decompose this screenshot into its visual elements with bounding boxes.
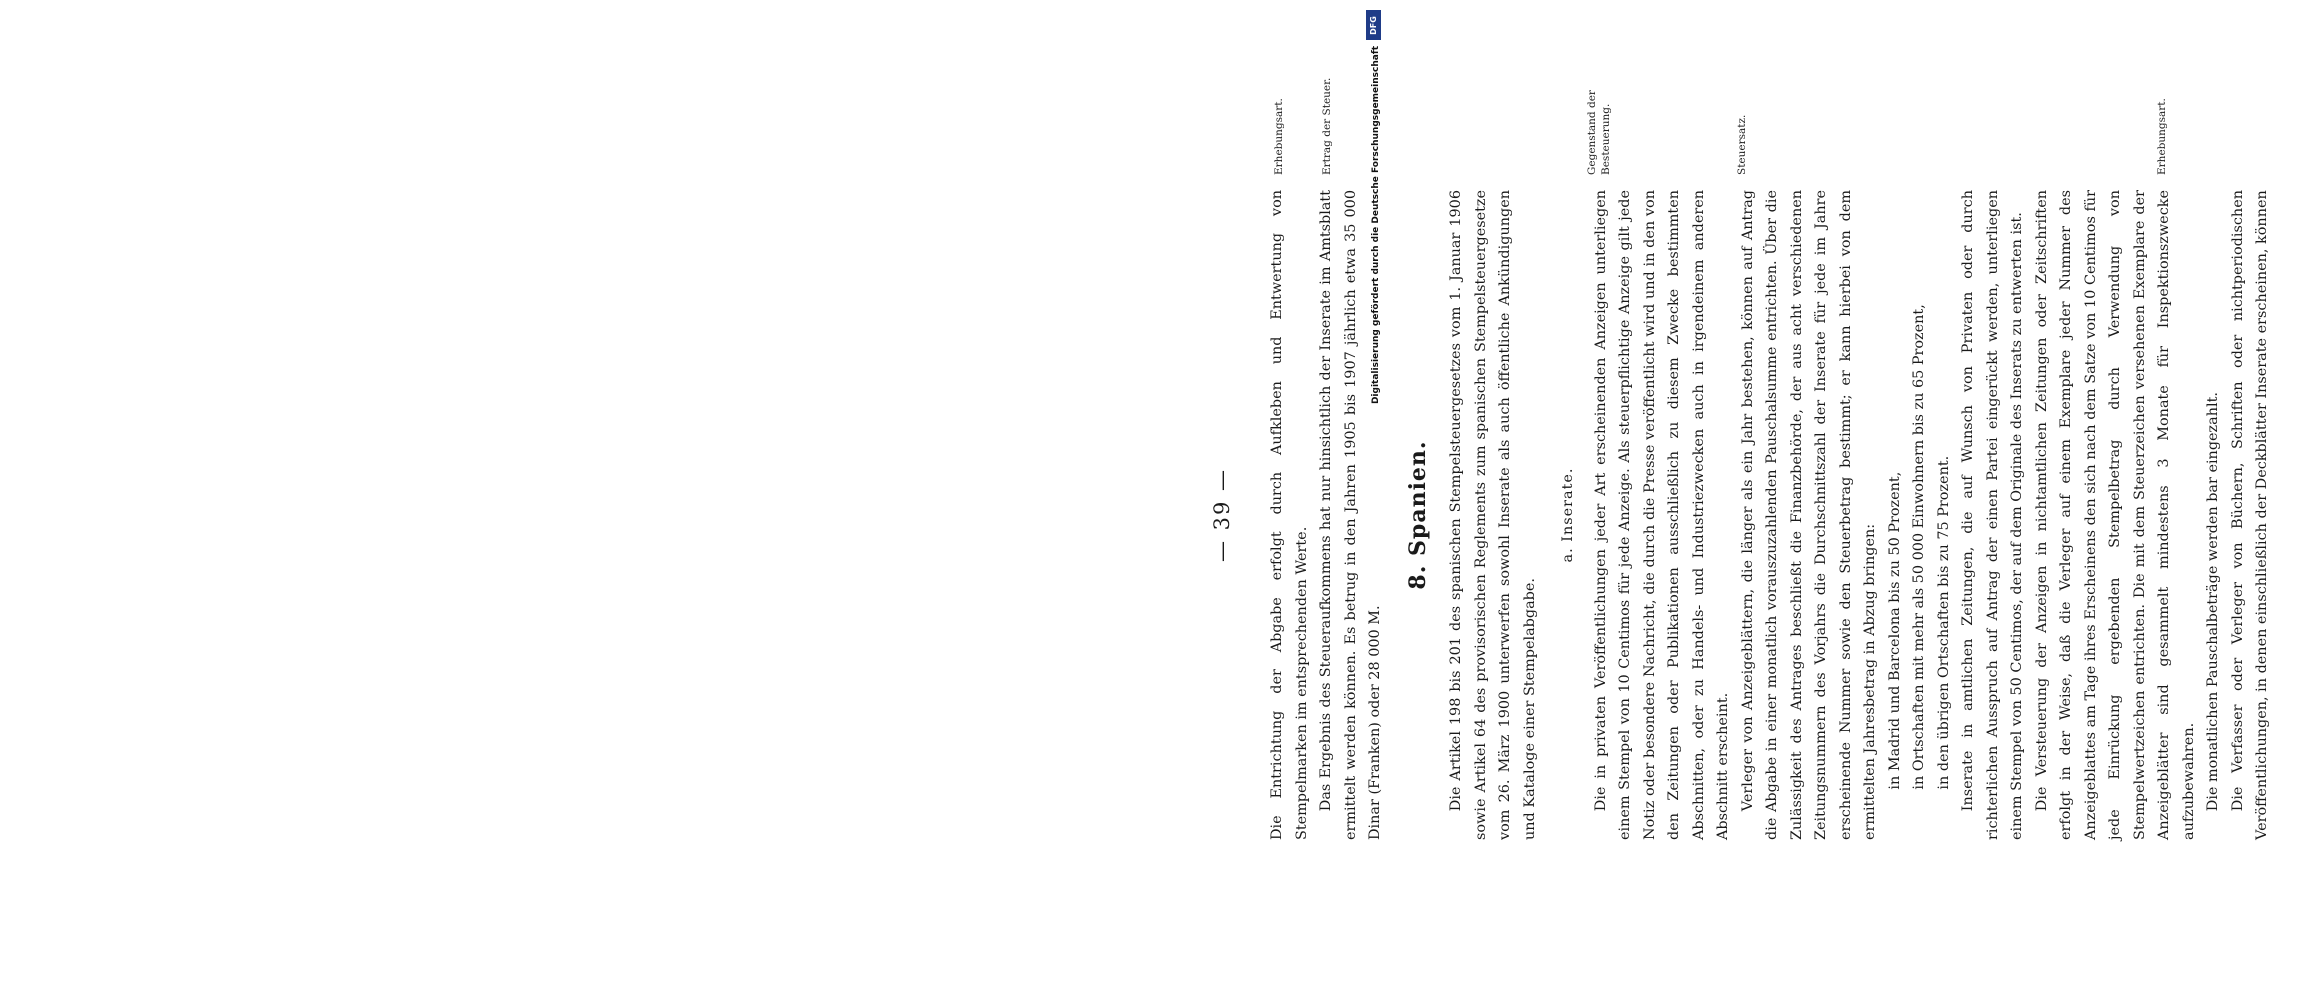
margin-note: Erhebungsart. (2156, 98, 2168, 175)
subsection-title: a. Inserate. (1560, 467, 1576, 563)
section-title: 8. Spanien. (1404, 440, 1431, 590)
dfg-logo: DFG (1366, 10, 1381, 40)
margin-note: Ertrag der Steuer. (1321, 77, 1333, 175)
digitization-text: Digitalisierung gefördert durch die Deutsche Forschungsgemeinschaft (1371, 45, 1381, 405)
paragraph: Die Artikel 198 bis 201 des spanischen Stempelsteuergesetzes vom 1. Januar 1906 sowie Artikel 64 des provisorischen Reglements zum spanischen Stempelsteuergesetze vom 26. März 1900 unterwerfen sowohl Inserate als auch öffentliche Ankündigungen und Kataloge einer Stempelabgabe. (1448, 190, 1538, 840)
digitization-credit (1366, 10, 1382, 405)
paragraph: Die monatlichen Pauschalbeträge werden bar eingezahlt. (2205, 392, 2221, 812)
paragraph: Die in privaten Veröffentlichungen jeder Art erscheinenden Anzeigen unterliegen einem Stempel von 10 Centimos für jede Anzeige. Als steuerpflichtige Anzeige gilt jede Notiz oder besondere Nachricht, die durch die Presse veröffentlicht wird und in den von den Zeitungen oder Publikationen ausschließlich zu diesem Zwecke bestimmten Abschnitten, oder zu Handels- und Industriezwecken auch in irgendeinem anderen Abschnitt erscheint. (1592, 190, 1731, 840)
list-item: in Ortschaften mit mehr als 50 000 Einwohnern bis zu 65 Prozent, (1911, 304, 1927, 790)
margin-note: Steuersatz. (1736, 114, 1748, 175)
paragraph: Inserate in amtlichen Zeitungen, die auf Wunsch von Privaten oder durch richterlichen Ausspruch auf Antrag der einen Partei eingerückt werden, unterliegen einem Stempel von 50 Centimos, der auf dem Originale des Inserats zu entwerten ist. (1960, 190, 2025, 840)
paragraph: Die Entrichtung der Abgabe erfolgt durch Aufkleben und Entwertung von Stempelmarken im entsprechenden Werte. (1269, 190, 1310, 840)
list-item: in Madrid und Barcelona bis zu 50 Prozent, (1886, 471, 1903, 790)
margin-note: Gegenstand der Besteuerung. (1586, 90, 1612, 175)
paragraph: Verleger von Anzeigeblättern, die länger als ein Jahr bestehen, können auf Antrag die Abgabe in einer monatlich vorauszuzahlenden Pauschalsumme entrichten. Über die Zulässigkeit des Antrages beschließt die Finanzbehörde, der aus acht verschiedenen Zeitungsnummern des Vorjahrs die Durchschnittszahl der Inserate für jede im Jahre erscheinende Nummer sowie den Steuerbetrag bestimmt; er kann hierbei von dem ermittelten Jahresbetrag in Abzug bringen: (1739, 190, 1878, 840)
paragraph: Die Versteuerung der Anzeigen in nichtamtlichen Zeitungen oder Zeitschriften erfolgt in der Weise, daß die Verleger auf einem Exemplare jeder Nummer des Anzeigeblattes am Tage ihres Erscheinens den sich nach dem Satze von 10 Centimos für jede Einrückung ergebenden Stempelbetrag durch Verwendung von Stempelwertzeichen entrichten. Die mit dem Steuerzeichen versehenen Exemplare der Anzeigeblätter sind gesammelt mindestens 3 Monate für Inspektionszwecke aufzubewahren. (2033, 190, 2197, 840)
margin-note: Erhebungsart. (1273, 98, 1285, 175)
page-number: — 39 — (1210, 467, 1234, 563)
list-item: in den übrigen Ortschaften bis zu 75 Prozent. (1935, 455, 1952, 790)
paragraph: Das Ergebnis des Steueraufkommens hat nur hinsichtlich der Inserate im Amtsblatt ermittelt werden können. Es betrug in den Jahren 1905 bis 1907 jährlich etwa 35 000 Dinar (Franken) oder 28 000 M. (1318, 190, 1383, 840)
paragraph: Die Verfasser oder Verleger von Büchern, Schriften oder nichtperiodischen Veröffentlichungen, in denen einschließlich der Deckblätter Inserate erscheinen, können (2229, 190, 2270, 840)
